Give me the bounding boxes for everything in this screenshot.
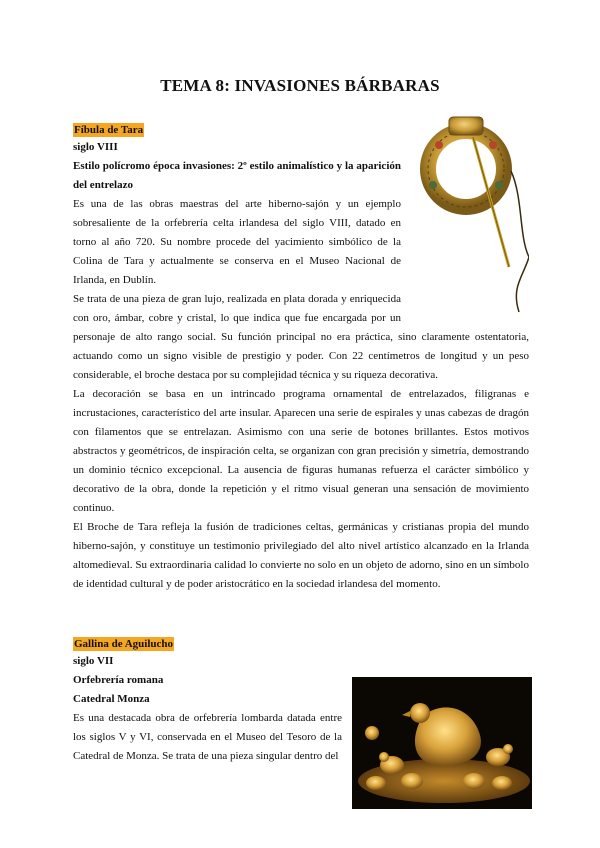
technique-label: Orfebrería romana [73,674,164,686]
hen-sculpture-icon [352,677,532,809]
century-label: siglo VIII [73,141,118,153]
hen-chicks-image [352,677,532,809]
style-description: Estilo polícromo época invasiones: 2º estilo animalístico y la aparición del entrelazo [73,160,401,191]
paragraph-1: Es una de las obras maestras del arte hiberno-sajón y un ejemplo sobresaliente de la orfebrería celta irlandesa del siglo VIII, datado en torno al año 720. Su nombre procede del yacimiento simbólico de la Colina de Tara y actualmente se conserva en el Museo Nacional de Irlanda, en Dublín. [73,198,401,286]
section-fibula-de-tara [73,119,529,594]
section-heading-gallina: Gallina de Aguilucho [74,638,174,650]
paragraph-4: El Broche de Tara refleja la fusión de tradiciones celtas, germánicas y cristianas propia del mundo hiberno-sajón, y constituye un testimonio privilegiado del alto nivel artístico alcanzado en la Irlanda altomedieval. Su extraordinaria calidad lo convierte no solo en un objeto de adorno, sino en un símbolo de identidad cultural y de poder aristocrático en la sociedad irlandesa del momento. [73,521,529,590]
brooch-icon [411,107,529,317]
paragraph-5: Es una destacada obra de orfebrería lombarda datada entre los siglos V y VI, conservada en el Museo del Tesoro de la Catedral de Monza. Se trata de una pieza singular dentro del [73,712,342,762]
paragraph-2: Se trata de una pieza de gran lujo, realizada en plata dorada y enriquecida con oro, ámbar, cobre y cristal, lo que indica que fue encargada por un personaje de alto rango social. Su función principal no era práctica, sino claramente ostentatoria, actuando como un signo visible de prestigio y poder. Con 22 centímetros de longitud y un peso considerable, el broche destaca por su complejidad técnica y su riqueza decorativa. [73,293,529,381]
section-gallina [73,633,529,809]
century-label-2: siglo VII [73,655,114,667]
section-heading-fibula: Fíbula de Tara [74,124,144,136]
paragraph-3: La decoración se basa en un intrincado programa ornamental de entrelazados, filigranas e incrustaciones, característico del arte insular. Aparecen una serie de espirales y unas cabezas de dragón con filamentos que se entrelazan. Asimismo con una serie de botones brillantes. Estos motivos abstractos y geométricos, de inspiración celta, se organizan con gran precisión y simetría, demostrando un dominio técnico excepcional. La ausencia de figuras humanas refuerza el carácter simbólico y decorativo de la obra, donde la repetición y el ritmo visual generan una sensación de movimiento continuo. [73,388,529,514]
page-title: TEMA 8: INVASIONES BÁRBARAS [160,76,440,95]
tara-brooch-image [411,107,529,317]
location-label: Catedral Monza [73,693,150,705]
